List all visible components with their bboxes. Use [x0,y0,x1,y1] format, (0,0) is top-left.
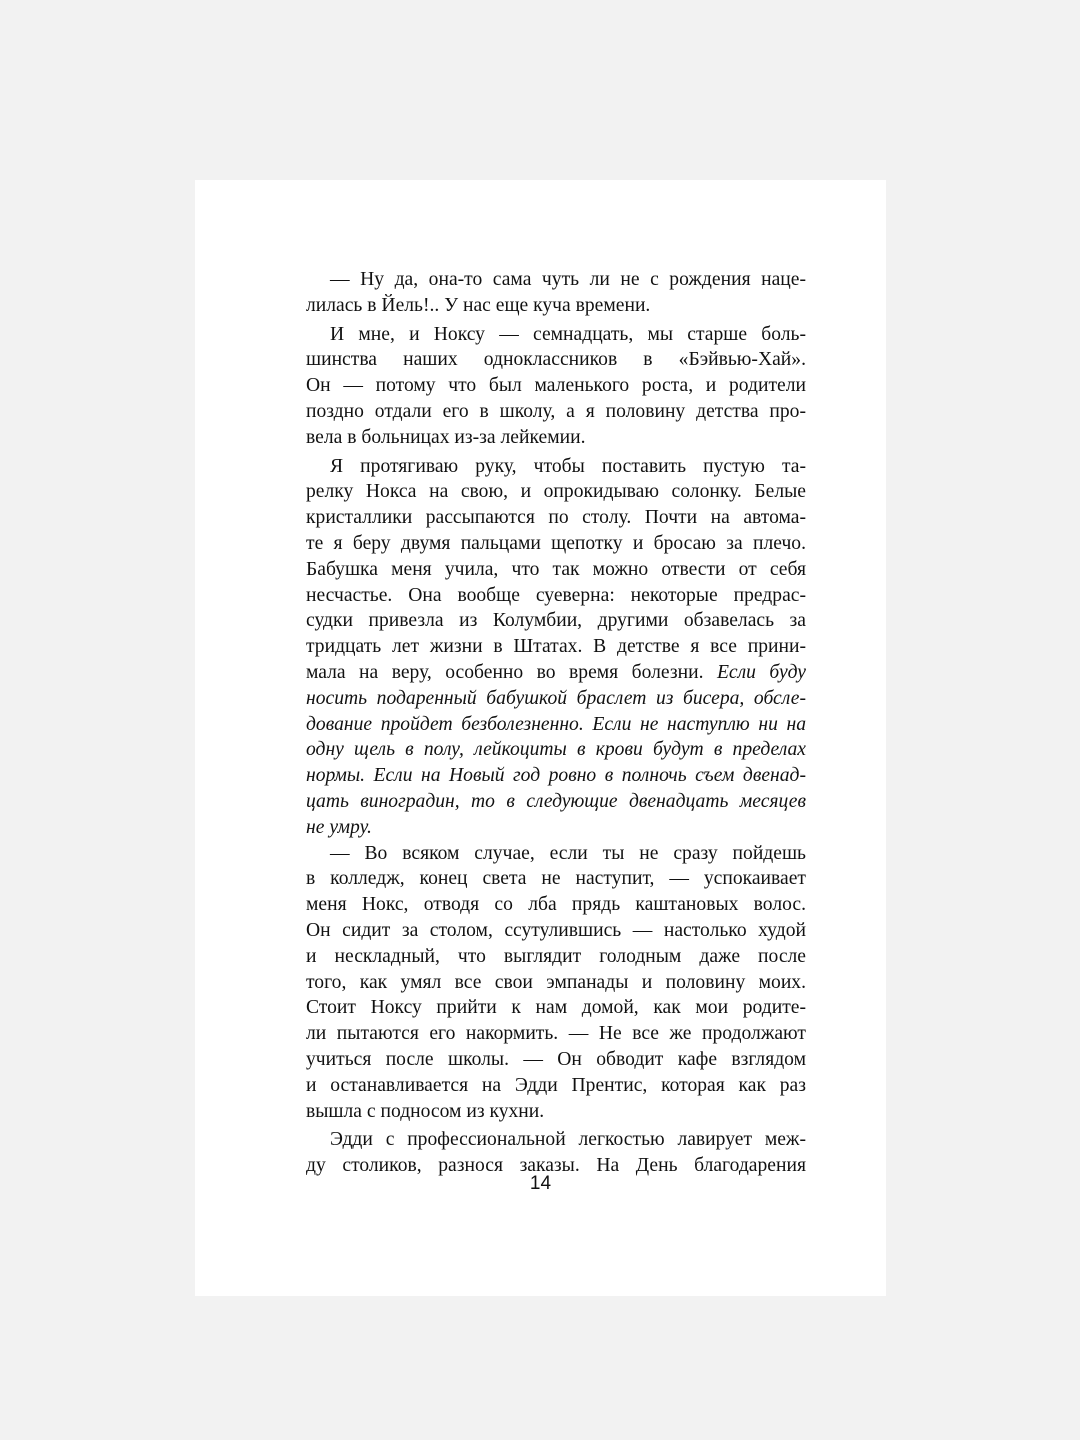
text-line [306,557,806,583]
text-line [306,789,806,815]
page-number: 14 [529,1173,552,1194]
text-line-content: нормы. Если на Новый год ровно в полночь съем двенад- [306,765,806,787]
text-line [306,608,806,634]
text-line-content: Эдди с профессиональной легкостью лавирует меж- [330,1129,806,1151]
text-line-content: носить подаренный бабушкой браслет из бисера, обсле- [306,687,806,709]
text-line [306,531,806,557]
text-line-content: того, как умял все свои эмпанады и половину моих. [306,971,806,993]
text-line-content: судки привезла из Колумбии, другими обзавелась за [306,610,806,632]
text-line [306,918,806,944]
text-line-content: поздно отдали его в школу, а я половину детства про- [306,400,806,422]
page-body-text [306,267,806,1179]
text-line-content: — Во всяком случае, если ты не сразу пойдешь [330,842,806,864]
text-line-content: Я протягиваю руку, чтобы поставить пустую та- [330,455,806,477]
text-line [306,892,806,918]
text-line [306,841,806,867]
text-line [306,1127,806,1153]
text-line-content: ду столиков, разнося заказы. На День благодарения [306,1155,806,1177]
text-line-content: Он сидит за столом, ссутулившись — настолько худой [306,919,806,941]
text-line [306,322,806,348]
text-line [306,505,806,531]
text-line [306,479,806,505]
text-line-content: не умру. [306,816,372,838]
text-line-content: И мне, и Ноксу — семнадцать, мы старше боль- [330,323,806,345]
text-line-content: Бабушка меня учила, что так можно отвести от себя [306,558,806,580]
text-line [306,737,806,763]
text-line-content: дование пройдет безболезненно. Если не наступлю ни на [306,713,806,735]
text-line-content: в колледж, конец света не наступит, — успокаивает [306,868,806,890]
text-line-content: и нескладный, что выглядит голодным даже после [306,945,806,967]
text-line-content: мала на веру, особенно во время болезни. [306,661,704,683]
text-line-content: шинства наших одноклассников в «Бэйвью-Хай». [306,349,806,371]
text-line-content: учиться после школы. — Он обводит кафе взглядом [306,1048,806,1070]
text-line-content: Стоит Ноксу прийти к нам домой, как мои родите- [306,997,806,1019]
text-line [306,970,806,996]
text-line-content: тридцать лет жизни в Штатах. В детстве я все прини- [306,636,806,658]
text-line [306,634,806,660]
text-line [306,454,806,480]
text-line-content: вела в больницах из-за лейкемии. [306,426,586,448]
text-line [306,815,806,841]
text-line [306,763,806,789]
text-line-content: ли пытаются его накормить. — Не все же продолжают [306,1023,806,1045]
text-line [306,267,806,293]
text-line [306,347,806,373]
text-line [306,1099,806,1125]
text-line-content: те я беру двумя пальцами щепотку и бросаю за плечо. [306,532,806,554]
text-line-content: и останавливается на Эдди Прентис, которая как раз [306,1074,806,1096]
text-line-content: вышла с подносом из кухни. [306,1100,545,1122]
text-line-content: Он — потому что был маленького роста, и родители [306,375,806,397]
text-line-content: лилась в Йель!.. У нас еще куча времени. [306,294,651,316]
text-line [306,995,806,1021]
text-line [306,425,806,451]
text-line [306,944,806,970]
text-line [306,660,806,686]
text-line [306,686,806,712]
text-line-content: меня Нокс, отводя со лба прядь каштановых волос. [306,894,806,916]
text-line-content: — Ну да, она-то сама чуть ли не с рождения наце- [330,269,806,290]
text-line-content: несчастье. Она вообще суеверна: некоторые предрас- [306,584,806,606]
text-line [306,866,806,892]
text-line [306,1073,806,1099]
text-line [306,1047,806,1073]
text-line-content: кристаллики рассыпаются по столу. Почти на автома- [306,507,806,529]
text-line [306,712,806,738]
text-line [306,293,806,319]
text-line-content: цать виноградин, то в следующие двенадцать месяцев [306,790,806,812]
text-line-content: одну щель в полу, лейкоциты в крови будут в пределах [306,739,806,761]
text-line [306,373,806,399]
text-line-content: релку Нокса на свою, и опрокидываю солонку. Белые [306,481,806,503]
book-page [195,180,886,1296]
text-line [306,1021,806,1047]
text-line [306,399,806,425]
text-line [306,583,806,609]
text-line-italic-tail: Если буду [716,661,806,683]
